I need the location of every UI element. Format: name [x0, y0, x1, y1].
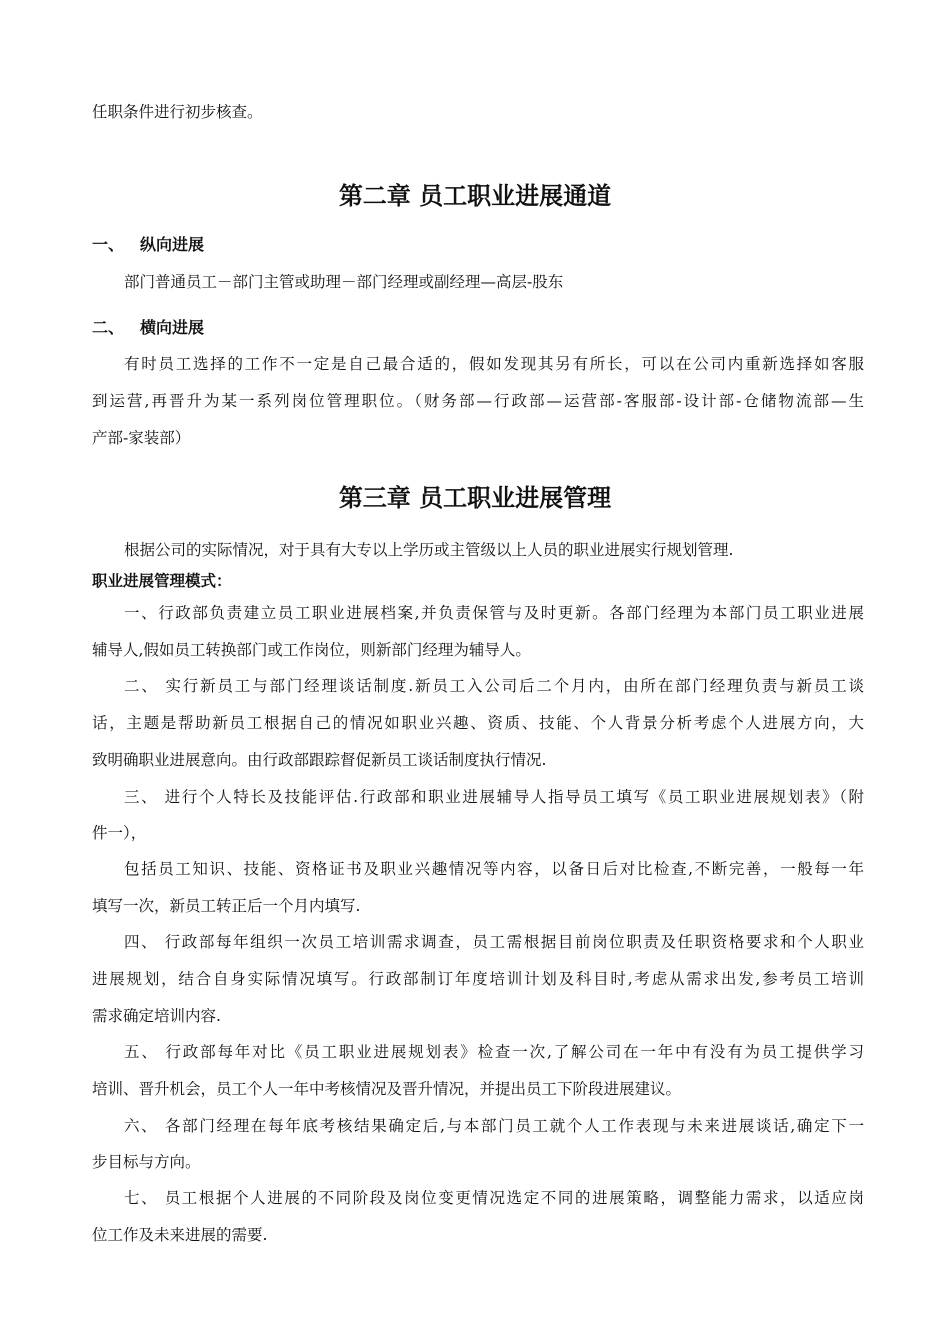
chapter-2-title: 第二章 员工职业进展通道: [338, 182, 612, 210]
paragraph-line: 包括员工知识、技能、资格证书及职业兴趣情况等内容，以备日后对比检查,不断完善，一般每一年: [124, 860, 864, 878]
paragraph-line: 辅导人,假如员工转换部门或工作岗位，则新部门经理为辅导人。: [92, 641, 531, 659]
chapter-3-intro: 根据公司的实际情况，对于具有大专以上学历或主管级以上人员的职业进展实行规划管理.: [124, 541, 734, 559]
intro-tail-text: 任职条件进行初步核查。: [92, 103, 263, 121]
paragraph-line: 五、 行政部每年对比《员工职业进展规划表》检查一次,了解公司在一年中有没有为员工提供学习: [124, 1043, 864, 1061]
paragraph-line: 步目标与方向。: [92, 1153, 201, 1171]
paragraph-line: 填写一次，新员工转正后一个月内填写.: [92, 897, 361, 915]
section-horizontal-heading: [92, 318, 204, 338]
paragraph-line: 话，主题是帮助新员工根据自己的情况如职业兴趣、资质、技能、个人背景分析考虑个人进展方向，大: [92, 714, 864, 732]
mode-label: 职业进展管理模式：: [92, 572, 232, 590]
paragraph-line: 到运营,再晋升为某一系列岗位管理职位。（财务部—行政部—运营部-客服部-设计部-仓储物流部—生: [92, 392, 864, 410]
paragraph-line: 一、行政部负责建立员工职业进展档案,并负责保管与及时更新。各部门经理为本部门员工职业进展: [124, 604, 864, 622]
paragraph-line: 二、 实行新员工与部门经理谈话制度.新员工入公司后二个月内，由所在部门经理负责与新员工谈: [124, 677, 864, 695]
paragraph-line: 进展规划，结合自身实际情况填写。行政部制订年度培训计划及科目时,考虑从需求出发,参考员工培训: [92, 970, 864, 988]
section-title: 纵向进展: [140, 235, 205, 254]
paragraph-line: 三、 进行个人特长及技能评估.行政部和职业进展辅导人指导员工填写《员工职业进展规划表》（附: [124, 788, 864, 806]
chapter-3-title: 第三章 员工职业进展管理: [338, 484, 612, 512]
paragraph-line: 六、 各部门经理在每年底考核结果确定后,与本部门员工就个人工作表现与未来进展谈话,确定下一: [124, 1117, 864, 1135]
paragraph-line: 件一），: [92, 824, 147, 842]
paragraph-line: 位工作及未来进展的需要.: [92, 1226, 268, 1244]
paragraph-line: 有时员工选择的工作不一定是自己最合适的，假如发现其另有所长，可以在公司内重新选择如客服: [124, 355, 864, 373]
paragraph-line: 四、 行政部每年组织一次员工培训需求调查，员工需根据目前岗位职责及任职资格要求和个人职业: [124, 933, 864, 951]
section-number: 二、: [92, 318, 125, 337]
paragraph-line: 培训、晋升机会，员工个人一年中考核情况及晋升情况，并提出员工下阶段进展建议。: [92, 1080, 682, 1098]
vertical-path-text: 部门普通员工－部门主管或助理－部门经理或副经理—高层-股东: [124, 273, 564, 291]
section-title: 横向进展: [140, 318, 205, 337]
section-number: 一、: [92, 235, 125, 254]
paragraph-line: 致明确职业进展意向。由行政部跟踪督促新员工谈话制度执行情况.: [92, 751, 547, 769]
paragraph-line: 七、 员工根据个人进展的不同阶段及岗位变更情况选定不同的进展策略，调整能力需求，以适应岗: [124, 1189, 864, 1207]
paragraph-line: 需求确定培训内容.: [92, 1007, 221, 1025]
section-vertical-heading: [92, 235, 204, 255]
paragraph-line: 产部-家装部）: [92, 429, 191, 447]
